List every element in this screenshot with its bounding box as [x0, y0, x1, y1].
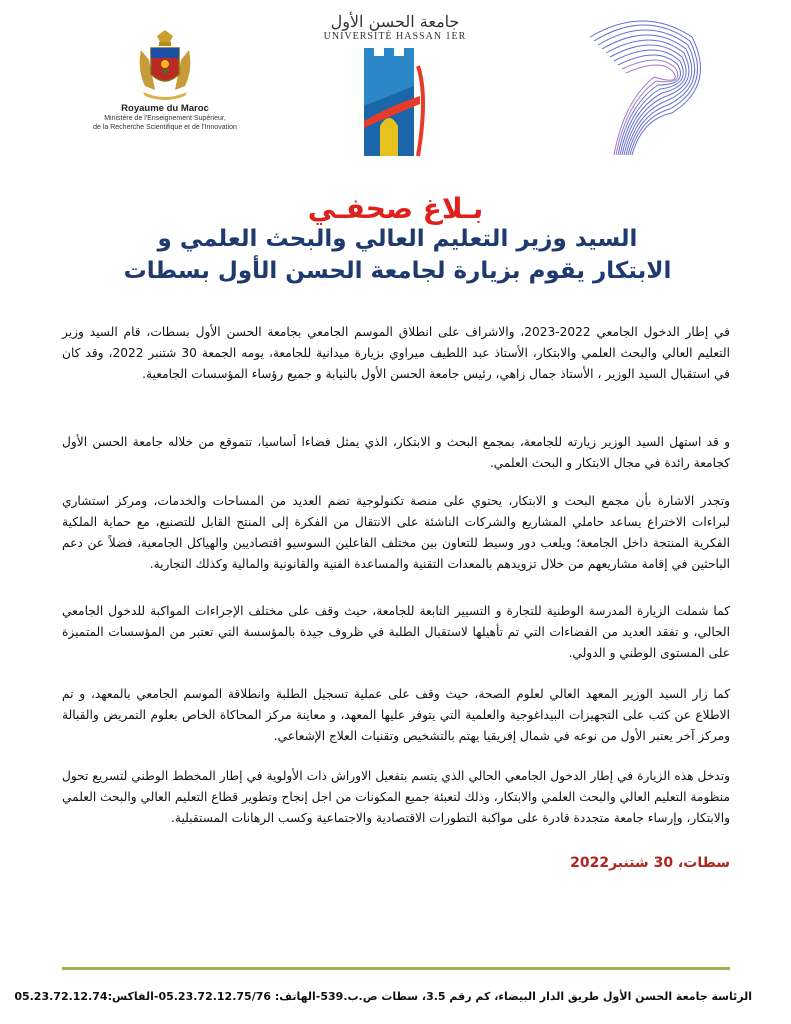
ministry-line-1: Ministère de l'Enseignement Supérieur, [104, 115, 226, 122]
university-tower-icon [360, 46, 430, 161]
body-paragraph: في إطار الدخول الجامعي 2022-2023، والاشراف على انطلاق الموسم الجامعي بجامعة الحسن الأول بسطات، قام السيد وزير التعليم العالي والبحث العلمي والابتكار، الأستاذ عبد اللطيف ميراوي بزيارة ميدانية للجامعة، يومه الجمعة 30 شتنبر 2022، وقد كان في استقبال السيد الوزير ، الأستاذ جمال زاهي، رئيس جامعة الحسن الأول بالنيابة و جميع رؤساء المؤسسات الجامعية. [62, 325, 731, 381]
university-logo [315, 12, 475, 172]
headline-line-2: الابتكار يقوم بزيارة لجامعة الحسن الأول بسطات [123, 258, 672, 284]
body-paragraph: وتدخل هذه الزيارة في إطار الدخول الجامعي الحالي الذي يتسم بتفعيل الاوراش ذات الأولوية في إطار المخطط الوطني لتسريع تحول منظومة التعليم العالي والبحث العلمي والابتكار، وذلك لتعبئة جميع المكونات من اجل إنجاح وتطوير قطاع التعليم العالي والبحث العلمي والابتكار، وإرساء جامعة متجددة قادرة على مواكبة التطورات الاقتصادية والاجتماعية وكسب الرهانات المستقبلية. [62, 769, 730, 825]
footer-address: الرئاسة جامعة الحسن الأول طريق الدار البيضاء، كم رقم 3.5، سطات ص.ب.539-الهاتف: 05.23.72.12.75/76-الفاكس:05.23.72.12.74 [14, 990, 752, 1003]
body-paragraph: كما زار السيد الوزير المعهد العالي لعلوم الصحة، حيث وقف على عملية تسجيل الطلبة وانطلاقة الموسم الجامعي بالمعهد، و تم الاطلاع عن كثب على التجهيزات البيداغوجية والعلمية التي يتوفر عليها المعهد، و معاينة مركز المحاكاة الخاص بعلوم التمريض والقبالة ومركز آخر يعتبر الأول من نوعه في شمال إفريقيا يهتم بالتشخيص وتقنيات العلاج الإشعاعي. [62, 687, 730, 743]
swirl-logo-icon [578, 15, 718, 175]
coat-of-arms-icon [135, 30, 195, 102]
ministry-line-2: de la Recherche Scientifique et de l'Innovation [93, 124, 237, 131]
university-name-fr: UNIVERSITÉ HASSAN 1ER [323, 31, 467, 42]
footer-divider [62, 967, 730, 970]
press-release-title: بـلاغ صحفـي [307, 192, 484, 225]
date-line: سطات، 30 شتنبر2022 [570, 855, 730, 871]
body-paragraph: وتجدر الاشارة بأن مجمع البحث و الابتكار، يحتوي على منصة تكنولوجية تضم العديد من المساحات والخدمات، ومركز استشاري لبراءات الاختراع يساعد حاملي المشاريع والشركات الناشئة على الانتقال من الفكرة إلى المنتج القابل للتصنيع، مع حماية الملكية الفكرية المنتجة داخل الجامعة؛ ويلعب دور وسيط للتعاون بين مختلف الفاعلين السوسيو اقتصاديين والهياكل الجامعية، فضلاً عن دعم الباحثين في إقامة مشاريعهم من خلال تزويدهم بالمعدات التقنية والمساعدة الفنية والقانونية والمالية وكذلك التجارية. [62, 494, 730, 571]
body-paragraph: و قد استهل السيد الوزير زيارته للجامعة، بمجمع البحث و الابتكار، الذي يمثل فضاءا أساسيا، تتموقع من خلاله جامعة الحسن الأول كجامعة رائدة في مجال الابتكار و البحث العلمي. [62, 435, 730, 470]
swirl-logo [578, 15, 718, 175]
ministry-country: Royaume du Maroc [121, 103, 209, 114]
body-paragraph: كما شملت الزيارة المدرسة الوطنية للتجارة و التسيير التابعة للجامعة، حيث وقف على مختلف الإجراءات المواكبة للدخول الجامعي الحالي، و تفقد العديد من الفضاءات التي تم تأهيلها لاستقبال الطلبة في ظروف جيدة بالمؤسسة التي تعتبر من المؤسسات المتميزة على المستوى الوطني و الدولي. [62, 604, 730, 660]
ministry-logo [85, 30, 245, 140]
university-name-ar: جامعة الحسن الأول [330, 12, 460, 31]
headline-line-1: السيد وزير التعليم العالي والبحث العلمي و [157, 226, 638, 252]
